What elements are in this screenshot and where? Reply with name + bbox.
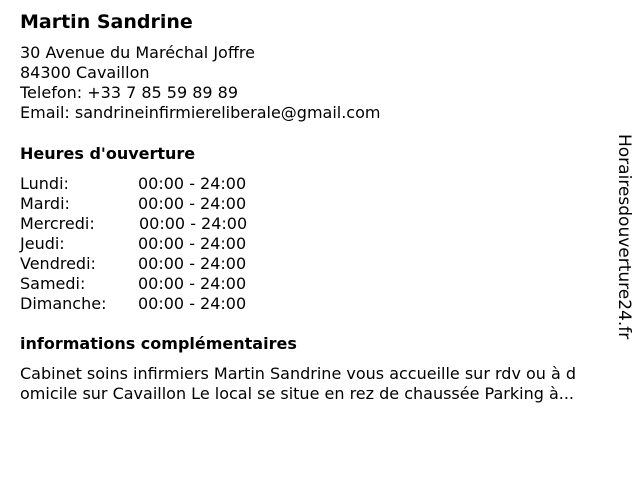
description [20, 364, 624, 404]
day-label: Samedi: [20, 274, 86, 293]
phone-number: Telefon: +33 7 85 59 89 89 [20, 83, 239, 102]
address-street: 30 Avenue du Maréchal Joffre [20, 43, 255, 62]
hours-row-friday [20, 254, 280, 274]
description-line-1: Cabinet soins infirmiers Martin Sandrine vous accueille sur rdv ou à d [20, 364, 577, 383]
time-range: 00:00 - 24:00 [138, 234, 247, 253]
hours-row-sunday [20, 294, 280, 314]
time-range: 00:00 - 24:00 [139, 214, 248, 233]
time-range: 00:00 - 24:00 [138, 254, 247, 273]
address-city: 84300 Cavaillon [20, 63, 150, 82]
day-label: Dimanche: [20, 294, 107, 313]
opening-hours-list [20, 174, 280, 314]
day-label: Mardi: [20, 194, 70, 213]
time-range: 00:00 - 24:00 [138, 174, 247, 193]
opening-hours-heading: Heures d'ouverture [20, 144, 196, 163]
day-label: Vendredi: [20, 254, 96, 273]
time-range: 00:00 - 24:00 [138, 274, 247, 293]
site-watermark: Horairesdouverture24.fr [614, 134, 634, 340]
day-label: Mercredi: [20, 214, 95, 233]
hours-row-wednesday [20, 214, 280, 234]
description-line-2: omicile sur Cavaillon Le local se situe en rez de chaussée Parking à... [20, 384, 575, 403]
email-address: Email: sandrineinfirmiereliberale@gmail.com [20, 103, 381, 122]
time-range: 00:00 - 24:00 [138, 294, 247, 313]
time-range: 00:00 - 24:00 [138, 194, 247, 213]
contact-block [20, 43, 380, 123]
hours-row-saturday [20, 274, 280, 294]
hours-row-thursday [20, 234, 280, 254]
day-label: Jeudi: [20, 234, 65, 253]
business-name: Martin Sandrine [20, 11, 193, 33]
additional-info-heading: informations complémentaires [20, 334, 297, 353]
day-label: Lundi: [20, 174, 69, 193]
hours-row-tuesday [20, 194, 280, 214]
hours-row-monday [20, 174, 280, 194]
